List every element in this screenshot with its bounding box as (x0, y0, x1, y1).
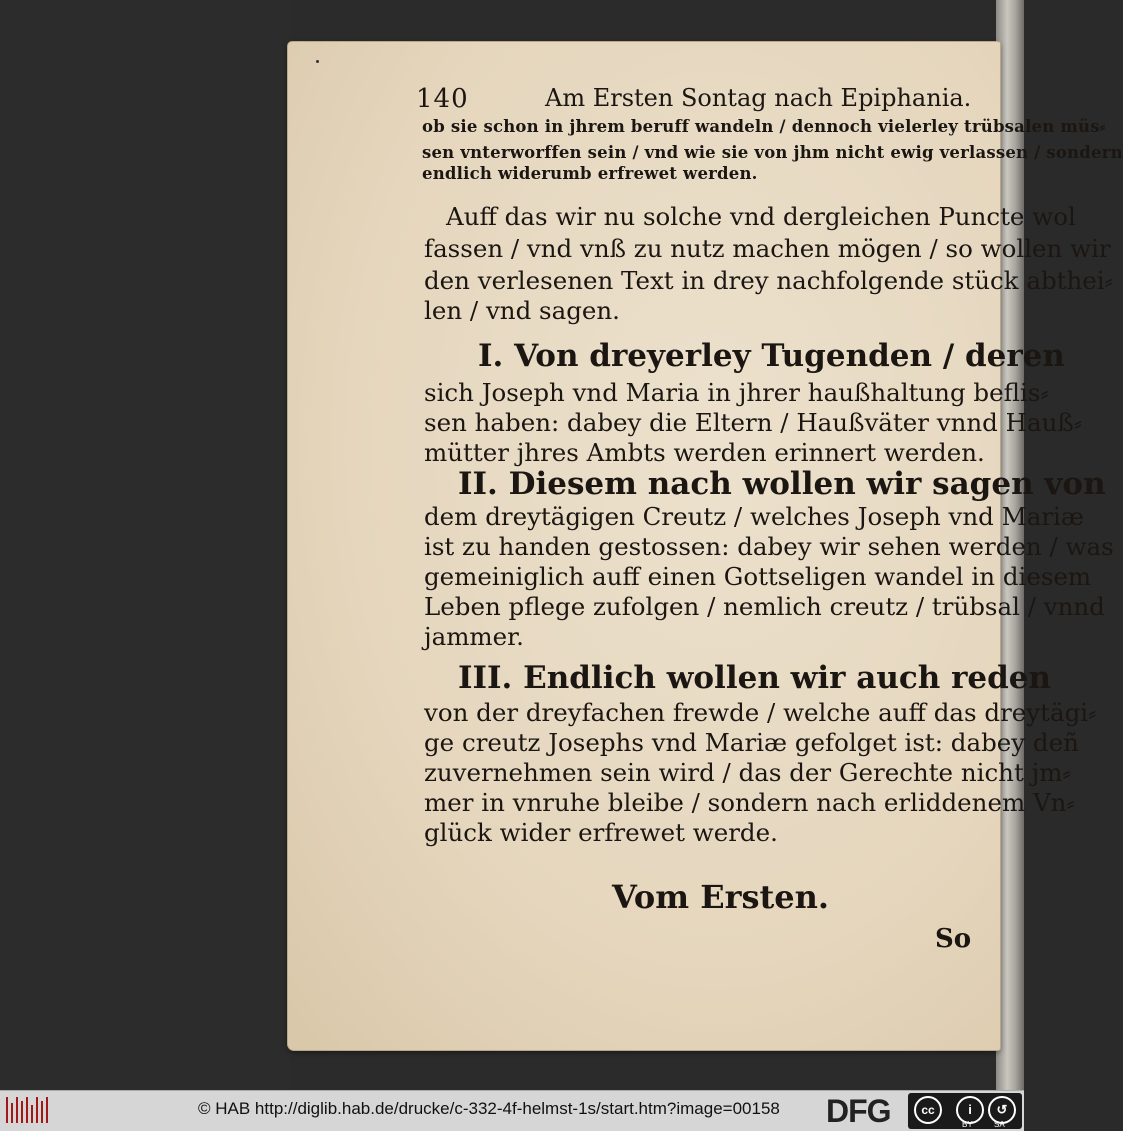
paragraph-line: fassen / vnd vnß zu nutz machen mögen / so wollen wir (424, 234, 1111, 263)
point-2-line: ist zu handen gestossen: dabey wir sehen werden / was (424, 532, 1114, 561)
point-1-line: sen haben: dabey die Eltern / Haußväter vnnd Hauß⸗ (424, 408, 1082, 437)
page-number: 140 (416, 84, 469, 114)
point-3-line: mer in vnruhe bleibe / sondern nach erliddenem Vn⸗ (424, 788, 1075, 817)
dfg-logo[interactable]: DFG (826, 1093, 891, 1129)
intro-line: sen vnterworffen sein / vnd wie sie von jhm nicht ewig verlassen / sondern (422, 143, 1123, 162)
point-1-line: mütter jhres Ambts werden erinnert werden. (424, 438, 985, 467)
by-label: BY (962, 1120, 973, 1129)
point-1-line: sich Joseph vnd Maria in jhrer haußhaltung beflis⸗ (424, 378, 1049, 407)
sa-label: SA (994, 1120, 1005, 1129)
license-badge[interactable] (908, 1093, 1022, 1129)
ink-speck (316, 60, 319, 63)
facing-page-shadow (0, 0, 290, 1090)
viewer-footer (0, 1090, 1024, 1131)
hab-logo-icon[interactable] (4, 1095, 48, 1127)
cc-icon: cc (914, 1096, 942, 1124)
point-1-heading: I. Von dreyerley Tugenden / deren (478, 338, 1065, 374)
point-2-heading: II. Diesem nach wollen wir sagen von (458, 466, 1106, 502)
intro-line: endlich widerumb erfrewet werden. (422, 164, 758, 183)
point-2-line: dem dreytägigen Creutz / welches Joseph vnd Mariæ (424, 502, 1084, 531)
intro-line: ob sie schon in jhrem beruff wandeln / dennoch vielerley trübsalen müs⸗ (422, 117, 1106, 136)
paragraph-line: len / vnd sagen. (424, 296, 620, 325)
paragraph-line: Auff das wir nu solche vnd dergleichen Puncte wol (446, 202, 1076, 231)
running-title: Am Ersten Sontag nach Epiphania. (545, 84, 972, 112)
point-2-line: gemeiniglich auff einen Gottseligen wandel in diesem (424, 562, 1092, 591)
point-3-line: glück wider erfrewet werde. (424, 818, 778, 847)
point-3-heading: III. Endlich wollen wir auch reden (458, 660, 1052, 696)
copyright-link[interactable]: © HAB http://diglib.hab.de/drucke/c-332-4f-helmst-1s/start.htm?image=00158 (198, 1099, 780, 1118)
sa-icon: ↺ (988, 1096, 1016, 1124)
point-3-line: ge creutz Josephs vnd Mariæ gefolget ist: dabey deñ (424, 728, 1079, 757)
point-3-line: zuvernehmen sein wird / das der Gerechte nicht jm⸗ (424, 758, 1071, 787)
paragraph-line: den verlesenen Text in drey nachfolgende stück abthei⸗ (424, 266, 1113, 295)
by-icon: i (956, 1096, 984, 1124)
point-2-line: jammer. (424, 622, 524, 651)
point-2-line: Leben pflege zufolgen / nemlich creutz / trübsal / vnnd (424, 592, 1105, 621)
point-3-line: von der dreyfachen frewde / welche auff das dreytägi⸗ (424, 698, 1097, 727)
catchword: So (935, 924, 972, 954)
section-heading: Vom Ersten. (612, 878, 830, 916)
